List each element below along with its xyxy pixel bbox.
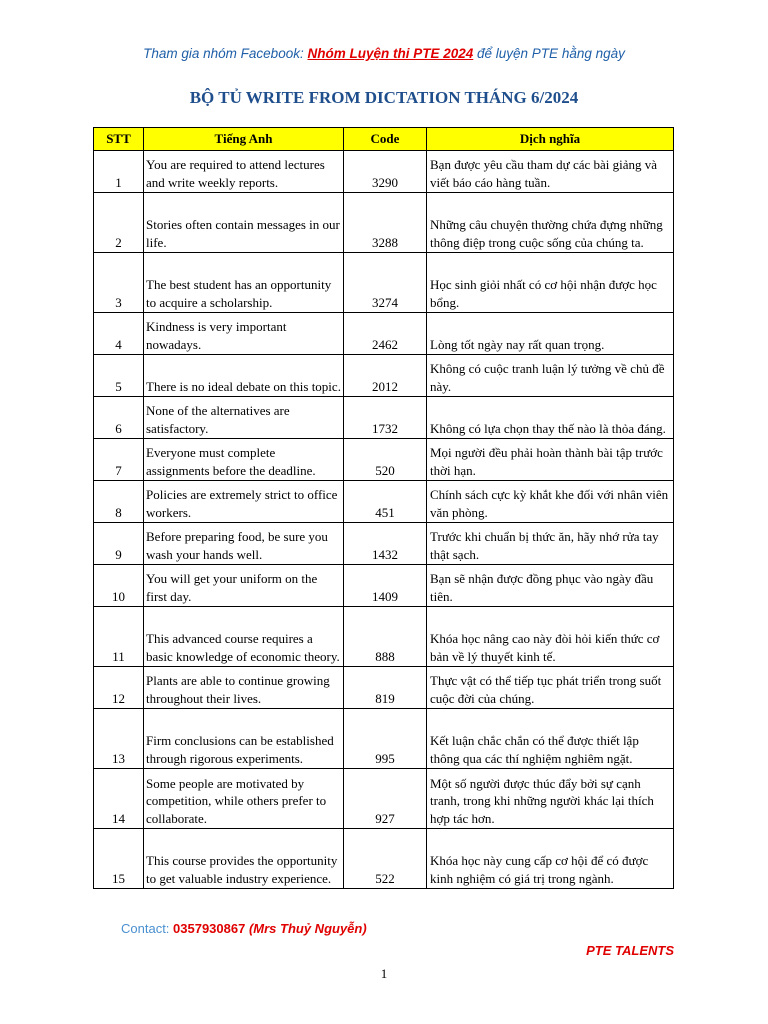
row-number: 14 bbox=[94, 769, 144, 829]
facebook-group-link[interactable]: Nhóm Luyện thi PTE 2024 bbox=[307, 46, 474, 61]
row-number: 8 bbox=[94, 481, 144, 523]
vietnamese-translation: Học sinh giỏi nhất có cơ hội nhận được học bổng. bbox=[427, 253, 674, 313]
table-row bbox=[94, 193, 674, 253]
table-row bbox=[94, 313, 674, 355]
table-row bbox=[94, 667, 674, 709]
table-row bbox=[94, 523, 674, 565]
table-row bbox=[94, 439, 674, 481]
code-cell: 888 bbox=[344, 607, 427, 667]
contact-line bbox=[121, 921, 367, 936]
english-sentence: None of the alternatives are satisfactory. bbox=[144, 397, 344, 439]
english-sentence: Kindness is very important nowadays. bbox=[144, 313, 344, 355]
vietnamese-translation: Chính sách cực kỳ khắt khe đối với nhân viên văn phòng. bbox=[427, 481, 674, 523]
code-cell: 3274 bbox=[344, 253, 427, 313]
vietnamese-translation: Những câu chuyện thường chứa đựng những thông điệp trong cuộc sống của chúng ta. bbox=[427, 193, 674, 253]
header-stt: STT bbox=[94, 128, 144, 151]
english-sentence: There is no ideal debate on this topic. bbox=[144, 355, 344, 397]
code-cell: 451 bbox=[344, 481, 427, 523]
code-cell: 995 bbox=[344, 709, 427, 769]
brand-name: PTE TALENTS bbox=[586, 943, 674, 958]
english-sentence: Plants are able to continue growing throughout their lives. bbox=[144, 667, 344, 709]
table-row bbox=[94, 253, 674, 313]
table-row bbox=[94, 769, 674, 829]
vietnamese-translation: Không có lựa chọn thay thế nào là thỏa đáng. bbox=[427, 397, 674, 439]
row-number: 13 bbox=[94, 709, 144, 769]
table-header-row bbox=[94, 128, 674, 151]
dictation-table bbox=[93, 127, 674, 889]
table-row bbox=[94, 829, 674, 889]
code-cell: 927 bbox=[344, 769, 427, 829]
header-english: Tiếng Anh bbox=[144, 128, 344, 151]
table-row bbox=[94, 607, 674, 667]
code-cell: 3288 bbox=[344, 193, 427, 253]
english-sentence: Stories often contain messages in our life. bbox=[144, 193, 344, 253]
english-sentence: The best student has an opportunity to acquire a scholarship. bbox=[144, 253, 344, 313]
contact-name: (Mrs Thuỷ Nguyễn) bbox=[245, 921, 367, 936]
vietnamese-translation: Trước khi chuẩn bị thức ăn, hãy nhớ rửa tay thật sạch. bbox=[427, 523, 674, 565]
vietnamese-translation: Kết luận chắc chắn có thể được thiết lập thông qua các thí nghiệm nghiêm ngặt. bbox=[427, 709, 674, 769]
vietnamese-translation: Không có cuộc tranh luận lý tưởng về chủ đề này. bbox=[427, 355, 674, 397]
vietnamese-translation: Bạn được yêu cầu tham dự các bài giảng và viết báo cáo hàng tuần. bbox=[427, 151, 674, 193]
row-number: 9 bbox=[94, 523, 144, 565]
vietnamese-translation: Khóa học này cung cấp cơ hội để có được kinh nghiệm có giá trị trong ngành. bbox=[427, 829, 674, 889]
table-row bbox=[94, 397, 674, 439]
vietnamese-translation: Bạn sẽ nhận được đồng phục vào ngày đầu tiên. bbox=[427, 565, 674, 607]
english-sentence: Policies are extremely strict to office workers. bbox=[144, 481, 344, 523]
header-code: Code bbox=[344, 128, 427, 151]
row-number: 5 bbox=[94, 355, 144, 397]
table-row bbox=[94, 355, 674, 397]
table-row bbox=[94, 481, 674, 523]
code-cell: 3290 bbox=[344, 151, 427, 193]
row-number: 4 bbox=[94, 313, 144, 355]
row-number: 1 bbox=[94, 151, 144, 193]
table-row bbox=[94, 565, 674, 607]
english-sentence: Before preparing food, be sure you wash your hands well. bbox=[144, 523, 344, 565]
banner-suffix: để luyện PTE hằng ngày bbox=[473, 46, 625, 61]
table-row bbox=[94, 709, 674, 769]
vietnamese-translation: Thực vật có thể tiếp tục phát triển trong suốt cuộc đời của chúng. bbox=[427, 667, 674, 709]
code-cell: 522 bbox=[344, 829, 427, 889]
code-cell: 520 bbox=[344, 439, 427, 481]
english-sentence: You are required to attend lectures and write weekly reports. bbox=[144, 151, 344, 193]
row-number: 15 bbox=[94, 829, 144, 889]
contact-phone: 0357930867 bbox=[173, 921, 246, 936]
facebook-banner bbox=[0, 46, 768, 61]
code-cell: 2462 bbox=[344, 313, 427, 355]
vietnamese-translation: Khóa học nâng cao này đòi hỏi kiến thức cơ bản về lý thuyết kinh tế. bbox=[427, 607, 674, 667]
code-cell: 1732 bbox=[344, 397, 427, 439]
contact-label: Contact: bbox=[121, 921, 174, 936]
row-number: 3 bbox=[94, 253, 144, 313]
page-title: BỘ TỦ WRITE FROM DICTATION THÁNG 6/2024 bbox=[189, 88, 579, 107]
banner-prefix: Tham gia nhóm Facebook: bbox=[143, 46, 308, 61]
table-row bbox=[94, 151, 674, 193]
english-sentence: Everyone must complete assignments before the deadline. bbox=[144, 439, 344, 481]
english-sentence: Firm conclusions can be established through rigorous experiments. bbox=[144, 709, 344, 769]
vietnamese-translation: Mọi người đều phải hoàn thành bài tập trước thời hạn. bbox=[427, 439, 674, 481]
code-cell: 1409 bbox=[344, 565, 427, 607]
vietnamese-translation: Lòng tốt ngày nay rất quan trọng. bbox=[427, 313, 674, 355]
page-number: 1 bbox=[380, 966, 388, 981]
row-number: 2 bbox=[94, 193, 144, 253]
header-translation: Dịch nghĩa bbox=[427, 128, 674, 151]
row-number: 11 bbox=[94, 607, 144, 667]
row-number: 7 bbox=[94, 439, 144, 481]
row-number: 12 bbox=[94, 667, 144, 709]
code-cell: 2012 bbox=[344, 355, 427, 397]
table-body bbox=[94, 151, 674, 889]
code-cell: 1432 bbox=[344, 523, 427, 565]
english-sentence: This advanced course requires a basic knowledge of economic theory. bbox=[144, 607, 344, 667]
english-sentence: You will get your uniform on the first day. bbox=[144, 565, 344, 607]
english-sentence: This course provides the opportunity to get valuable industry experience. bbox=[144, 829, 344, 889]
code-cell: 819 bbox=[344, 667, 427, 709]
english-sentence: Some people are motivated by competition, while others prefer to collaborate. bbox=[144, 769, 344, 829]
row-number: 10 bbox=[94, 565, 144, 607]
vietnamese-translation: Một số người được thúc đẩy bởi sự cạnh tranh, trong khi những người khác lại thích hợp tác hơn. bbox=[427, 769, 674, 829]
row-number: 6 bbox=[94, 397, 144, 439]
